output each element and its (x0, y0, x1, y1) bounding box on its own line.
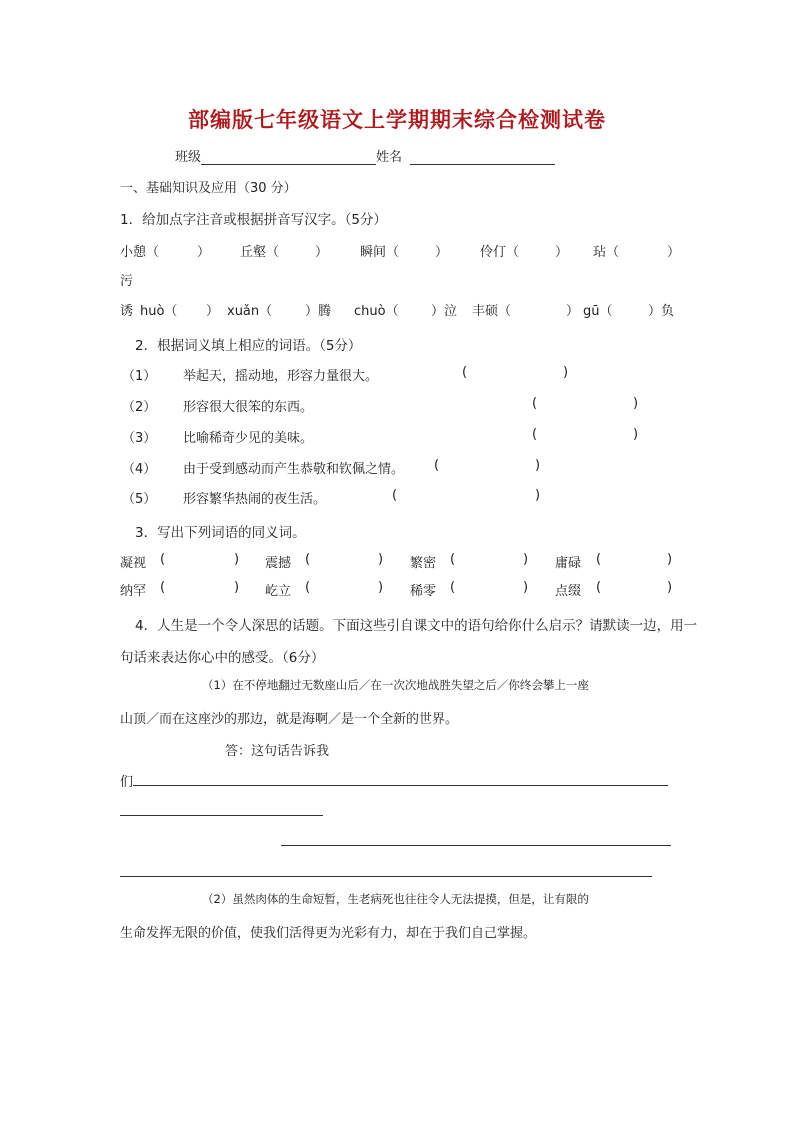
q3-word: 屹立 (265, 584, 292, 599)
q3-word: 震撼 (265, 556, 292, 571)
answer-blank[interactable]: ） (206, 304, 220, 319)
q1-item: xuǎn（ (227, 304, 273, 319)
q1-item: 丰硕（ (472, 304, 512, 319)
answer-blank[interactable]: ） (667, 245, 681, 260)
answer-blank[interactable]: ） (435, 245, 449, 260)
q1-item: ）腾 (305, 304, 332, 319)
q1-item: 瞬间（ (360, 245, 400, 260)
q1-item: ）负 (648, 304, 675, 319)
answer-close: ) (535, 458, 541, 473)
answer-open[interactable]: ( (392, 488, 398, 503)
q4-prompt-line1: 4．人生是一个令人深思的话题。下面这些引自课文中的语句给你什么启示？请默读一边，用一 (135, 618, 698, 634)
q2-number: （1） (122, 369, 157, 384)
answer-open[interactable]: ( (450, 580, 456, 595)
answer-line[interactable] (120, 815, 323, 816)
q1-item: 诱 (120, 304, 134, 319)
answer-open[interactable]: ( (596, 580, 602, 595)
answer-open[interactable]: ( (305, 580, 311, 595)
answer-close: ) (667, 580, 673, 595)
q3-word: 庸碌 (555, 556, 582, 571)
page-title: 部编版七年级语文上学期期末综合检测试卷 (188, 107, 606, 132)
q3-word: 凝视 (120, 556, 147, 571)
q4-sub2-line2: 生命发挥无限的价值，使我们活得更为光彩有力，却在于我们自己掌握。 (120, 926, 537, 941)
q1-item: 丘壑（ (240, 245, 280, 260)
answer-close: ) (523, 552, 529, 567)
answer-blank[interactable]: ） (315, 245, 329, 260)
answer-line[interactable] (133, 785, 668, 786)
q4-sub1-line2: 山顶／而在这座沙的那边，就是海啊／是一个全新的世界。 (120, 712, 459, 727)
answer-continuation: 们 (120, 775, 134, 790)
answer-open[interactable]: ( (462, 365, 468, 380)
answer-open[interactable]: ( (450, 552, 456, 567)
q2-prompt: 2．根据词义填上相应的词语。（5分） (135, 338, 362, 354)
q1-item: 伶仃（ (480, 245, 520, 260)
q2-number: （2） (122, 400, 157, 415)
q3-word: 纳罕 (120, 584, 147, 599)
answer-close: ) (234, 552, 240, 567)
name-field[interactable] (410, 150, 555, 165)
answer-label: 答：这句话告诉我 (225, 744, 330, 759)
q2-definition: 由于受到感动而产生恭敬和钦佩之情。 (183, 462, 405, 477)
q1-item: 小憩（ (120, 245, 160, 260)
answer-open[interactable]: ( (160, 580, 166, 595)
q4-sub1-line1: （1）在不停地翻过无数座山后／在一次次地战胜失望之后／你终会攀上一座 (202, 678, 589, 692)
answer-open[interactable]: ( (305, 552, 311, 567)
q2-definition: 形容繁华热闹的夜生活。 (183, 492, 327, 507)
answer-open[interactable]: ( (532, 396, 538, 411)
answer-close: ) (633, 427, 639, 442)
q4-prompt-line2: 句话来表达你心中的感受。（6分） (120, 650, 325, 666)
q1-item: 玷（ (593, 245, 620, 260)
q1-prompt: 1．给加点字注音或根据拼音写汉字。（5分） (120, 212, 387, 228)
q1-item: gū（ (583, 304, 613, 319)
answer-close: ) (633, 396, 639, 411)
q3-word: 稀零 (410, 584, 437, 599)
answer-close: ) (234, 580, 240, 595)
q2-number: （3） (122, 431, 157, 446)
answer-line[interactable] (281, 845, 671, 846)
answer-close: ) (563, 365, 569, 380)
q1-item: chuò（ (354, 304, 399, 319)
q3-word: 繁密 (410, 556, 437, 571)
answer-close: ) (378, 552, 384, 567)
q3-word: 点缀 (555, 584, 582, 599)
answer-open[interactable]: ( (434, 458, 440, 473)
answer-blank[interactable]: ） (197, 245, 211, 260)
answer-blank[interactable]: ） (555, 245, 569, 260)
section-heading: 一、基础知识及应用（30 分） (120, 181, 297, 196)
q1-item: ）泣 (431, 304, 458, 319)
answer-close: ) (667, 552, 673, 567)
answer-open[interactable]: ( (160, 552, 166, 567)
q2-number: （4） (122, 462, 157, 477)
answer-line[interactable] (120, 876, 652, 877)
answer-blank[interactable]: ） (566, 304, 580, 319)
q2-number: （5） (122, 492, 157, 507)
q2-definition: 举起天，摇动地，形容力量很大。 (183, 369, 379, 384)
header-fields (175, 146, 555, 165)
q1-item: huò（ (140, 304, 178, 319)
answer-close: ) (535, 488, 541, 503)
q2-definition: 形容很大很笨的东西。 (183, 400, 314, 415)
q1-row1-wrap: 污 (120, 274, 134, 289)
answer-close: ) (523, 580, 529, 595)
class-label: 班级 (175, 150, 202, 165)
name-label: 姓名 (376, 150, 403, 165)
answer-open[interactable]: ( (532, 427, 538, 442)
q4-sub2-line1: （2）虽然肉体的生命短暂，生老病死也往往令人无法提摸，但是，让有限的 (202, 892, 589, 906)
class-field[interactable] (201, 150, 376, 165)
q2-definition: 比喻稀奇少见的美味。 (183, 431, 314, 446)
q3-prompt: 3．写出下列词语的同义词。 (135, 525, 306, 541)
answer-open[interactable]: ( (596, 552, 602, 567)
answer-close: ) (378, 580, 384, 595)
